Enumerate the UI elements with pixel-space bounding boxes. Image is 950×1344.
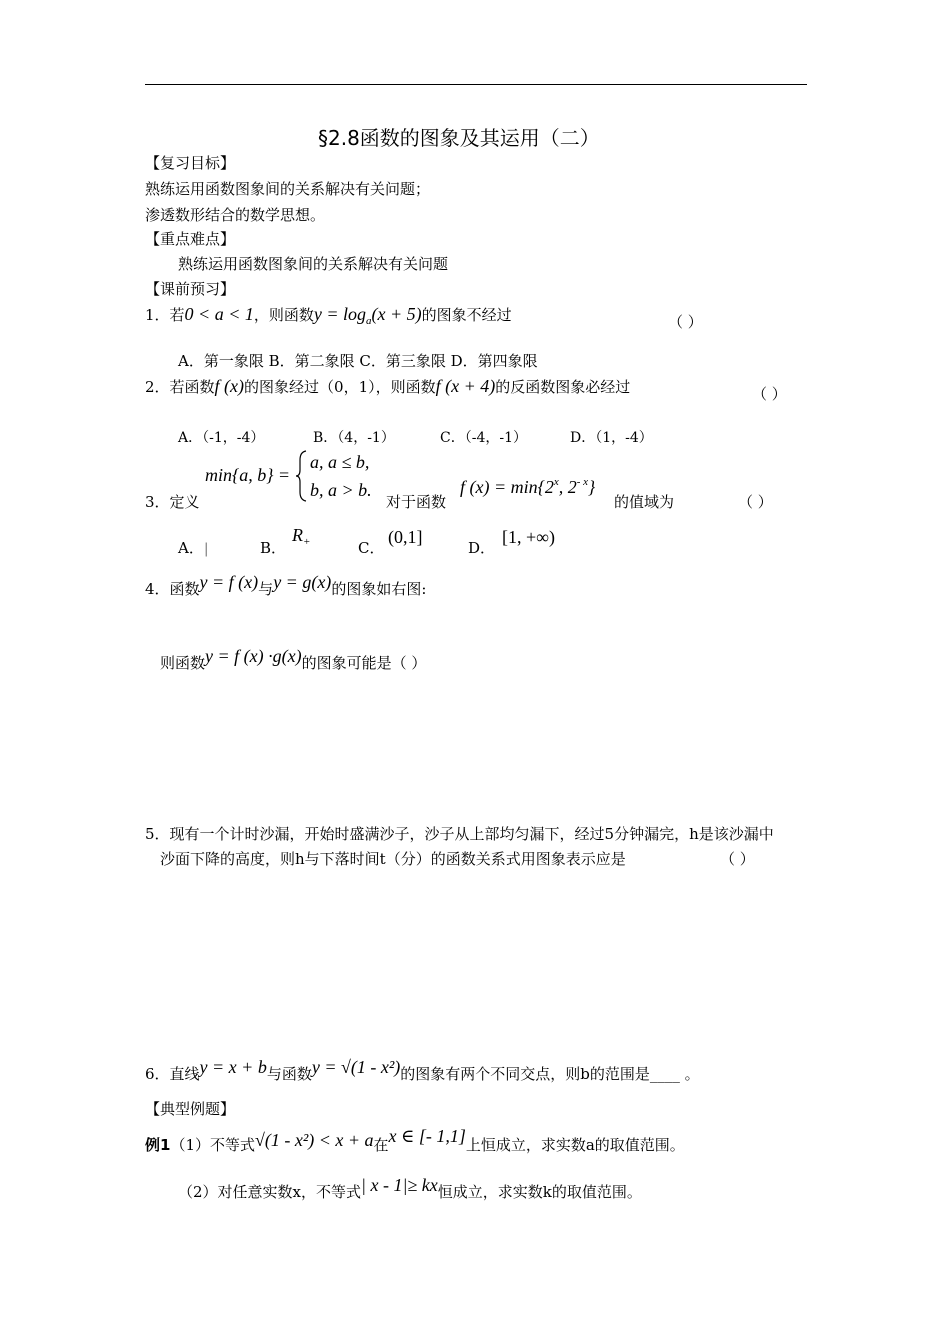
question-2 — [145, 376, 630, 397]
q3-option-b-main: R — [292, 525, 303, 545]
section-preview: 【课前预习】 — [145, 280, 236, 298]
q2-option-a: A．（-1，-4） — [178, 430, 265, 446]
q3-mid: 对于函数 — [386, 493, 447, 511]
q3-func — [460, 476, 595, 498]
page-title: §2.8函数的图象及其运用（二） — [318, 126, 600, 150]
question-1 — [145, 304, 512, 327]
q3-option-a-value: | — [203, 541, 209, 557]
ex1-inequality-2: | x - 1|≥ kx — [361, 1175, 438, 1195]
q3-option-b-sub: + — [303, 536, 311, 548]
q3-answer-bracket: （ ） — [738, 493, 773, 511]
q2-f2: f (x + 4) — [435, 376, 496, 396]
ex1-domain: x ∈ [- 1,1] — [388, 1126, 466, 1146]
q3-option-d-label: D． — [468, 539, 496, 557]
q2-suffix: 的反函数图象必经过 — [495, 378, 631, 396]
q2-option-c: C．（-4，-1） — [440, 430, 527, 446]
q3-option-a — [178, 537, 209, 558]
q1-options: A．第一象限 B．第二象限 C．第三象限 D．第四象限 — [178, 352, 538, 370]
q6-f2: y = √(1 - x²) — [311, 1057, 401, 1077]
q5-line-1: 5．现有一个计时沙漏，开始时盛满沙子，沙子从上部均匀漏下，经过5分钟漏完，h是该沙漏中 — [145, 825, 774, 843]
q1-func-arg: (x + 5) — [371, 304, 422, 324]
section-review-goals: 【复习目标】 — [145, 154, 236, 172]
ex1-label: 例1 — [145, 1136, 171, 1154]
q3-func-mid: , 2 — [558, 477, 577, 497]
ex1-p2-suffix: 恒成立，求实数k的取值范围。 — [437, 1183, 642, 1201]
example-1-part-1 — [145, 1126, 685, 1155]
ex1-p1-suffix: 上恒成立，求实数a的取值范围。 — [465, 1136, 685, 1154]
goal-1: 熟练运用函数图象间的关系解决有关问题； — [145, 180, 431, 198]
question-4 — [145, 572, 427, 599]
q3-option-d-value: [1, +∞) — [502, 527, 555, 547]
q1-prefix: 1．若 — [145, 306, 185, 324]
q6-mid: 与函数 — [266, 1065, 312, 1083]
q1-answer-bracket: （ ） — [668, 313, 703, 331]
q3-case-1: a, a ≤ b, — [310, 452, 370, 472]
q1-func-sub: a — [366, 315, 372, 327]
q4-f2: y = g(x) — [273, 572, 332, 592]
q4-f1: y = f (x) — [199, 572, 259, 592]
q4-prefix: 4．函数 — [145, 580, 200, 598]
q1-mid: ，则函数 — [253, 306, 314, 324]
q3-option-b-value — [292, 525, 310, 548]
q6-suffix: 的图象有两个不同交点，则b的范围是____ 。 — [400, 1065, 700, 1083]
q3-case-2: b, a > b. — [310, 480, 372, 500]
q3-func-main: f (x) = min{2 — [460, 477, 554, 497]
q1-condition: 0 < a < 1 — [184, 304, 254, 324]
goal-2: 渗透数形结合的数学思想。 — [145, 206, 326, 224]
q4-line2-prefix: 则函数 — [160, 654, 206, 672]
q1-func: y = log — [313, 304, 366, 324]
q2-f1: f (x) — [214, 376, 245, 396]
header-rule — [145, 84, 807, 85]
q6-prefix: 6．直线 — [145, 1065, 200, 1083]
q4-line2-suffix: 的图象可能是（ ） — [301, 654, 427, 672]
q1-suffix: 的图象不经过 — [421, 306, 512, 324]
ex1-p2-prefix: （2）对任意实数x，不等式 — [178, 1183, 362, 1201]
key-point-text: 熟练运用函数图象间的关系解决有关问题 — [178, 255, 449, 273]
section-key-points: 【重点难点】 — [145, 230, 236, 248]
q2-mid: 的图象经过（0，1），则函数 — [244, 378, 436, 396]
q3-min-def: min{a, b} = — [205, 465, 291, 485]
q6-f1: y = x + b — [199, 1057, 267, 1077]
q3-piecewise-brace — [296, 450, 308, 502]
q2-option-d: D．（1，-4） — [570, 430, 653, 446]
q3-option-b-label: B． — [260, 539, 287, 557]
ex1-p1-mid: 在 — [373, 1136, 389, 1154]
q5-answer-bracket: （ ） — [720, 850, 755, 868]
q4-mid: 与 — [258, 580, 274, 598]
q4-suffix: 的图象如右图: — [331, 580, 427, 598]
q3-suffix: 的值域为 — [614, 493, 675, 511]
q3-option-c-label: C． — [358, 539, 385, 557]
example-1-part-2 — [178, 1175, 642, 1202]
question-6 — [145, 1057, 700, 1084]
q3-option-c-value: (0,1] — [388, 527, 423, 547]
ex1-inequality: √(1 - x²) < x + a — [254, 1130, 374, 1150]
section-examples: 【典型例题】 — [145, 1100, 236, 1118]
q4-f3: y = f (x) ·g(x) — [205, 646, 302, 666]
q3-option-a-label: A． — [178, 539, 204, 557]
q2-answer-bracket: （ ） — [752, 385, 787, 403]
q3-func-exp-2: - x — [576, 476, 589, 488]
q5-line-2: 沙面下降的高度，则h与下落时间t（分）的函数关系式用图象表示应是 — [160, 850, 626, 868]
ex1-p1-prefix: （1）不等式 — [170, 1136, 255, 1154]
q3-prefix: 3．定义 — [145, 493, 200, 511]
q2-option-b: B．（4，-1） — [313, 430, 395, 446]
q2-prefix: 2．若函数 — [145, 378, 215, 396]
question-4-line-2 — [160, 646, 427, 673]
q3-func-exp-1: x — [553, 476, 559, 488]
q3-func-end: } — [588, 477, 596, 497]
